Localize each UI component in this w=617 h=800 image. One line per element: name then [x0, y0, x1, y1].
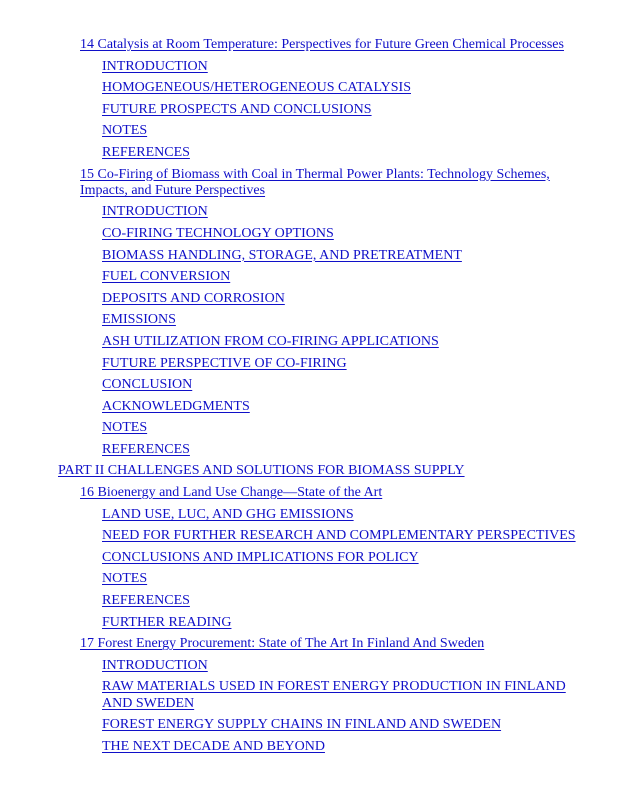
toc-chapter-link[interactable]: 14 Catalysis at Room Temperature: Perspectives for Future Green Chemical Processes: [80, 37, 564, 52]
toc-part-link[interactable]: PART II CHALLENGES AND SOLUTIONS FOR BIOMASS SUPPLY: [58, 463, 465, 479]
toc-section-link[interactable]: REFERENCES: [102, 441, 190, 457]
toc-section-entry: [0, 80, 617, 96]
toc-section-link[interactable]: REFERENCES: [102, 593, 190, 609]
toc-section-link[interactable]: NOTES: [102, 123, 148, 139]
toc-section-entry: [0, 123, 617, 139]
toc-section-entry: [0, 507, 617, 523]
toc-chapter-entry: [0, 485, 617, 501]
toc-chapter-entry: [0, 37, 617, 53]
toc-section-link[interactable]: NOTES: [102, 420, 148, 436]
toc-section-entry: [0, 356, 617, 372]
toc-section-entry: [0, 59, 617, 75]
toc-section-entry: [0, 334, 617, 350]
toc-section-entry: [0, 442, 617, 458]
toc-section-entry: [0, 658, 617, 674]
toc-section-entry: [0, 739, 617, 755]
toc-section-link[interactable]: NEED FOR FURTHER RESEARCH AND COMPLEMENTARY PERSPECTIVES: [102, 528, 576, 544]
toc-section-entry: [0, 145, 617, 161]
toc-section-entry: [0, 377, 617, 393]
toc-section-link[interactable]: LAND USE, LUC, AND GHG EMISSIONS: [102, 506, 354, 522]
toc-section-entry: [0, 550, 617, 566]
toc-section-link[interactable]: CONCLUSIONS AND IMPLICATIONS FOR POLICY: [102, 549, 419, 565]
toc-section-entry: [0, 226, 617, 242]
toc-section-entry: [0, 102, 617, 118]
toc-section-link[interactable]: INTRODUCTION: [102, 58, 208, 74]
toc-section-link[interactable]: HOMOGENEOUS/HETEROGENEOUS CATALYSIS: [102, 80, 411, 96]
toc-chapter-entry: [0, 636, 617, 652]
toc-section-entry: [0, 269, 617, 285]
toc-section-link[interactable]: RAW MATERIALS USED IN FOREST ENERGY PRODUCTION IN FINLAND AND SWEDEN: [102, 679, 566, 711]
toc-section-link[interactable]: INTRODUCTION: [102, 657, 208, 673]
toc-chapter-link[interactable]: 15 Co-Firing of Biomass with Coal in Thermal Power Plants: Technology Schemes, Impacts, and Future Perspectives: [80, 166, 550, 198]
toc-section-entry: [0, 571, 617, 587]
toc-section-link[interactable]: REFERENCES: [102, 144, 190, 160]
toc-section-entry: [0, 204, 617, 220]
toc-chapter-link[interactable]: 17 Forest Energy Procurement: State of The Art In Finland And Sweden: [80, 636, 485, 652]
toc-section-link[interactable]: FUTURE PERSPECTIVE OF CO-FIRING: [102, 355, 347, 371]
toc-section-entry: [0, 593, 617, 609]
toc-section-link[interactable]: THE NEXT DECADE AND BEYOND: [102, 738, 325, 754]
toc-section-link[interactable]: ASH UTILIZATION FROM CO-FIRING APPLICATIONS: [102, 333, 439, 349]
toc-section-entry: [0, 399, 617, 415]
toc-section-entry: [0, 312, 617, 328]
toc-section-link[interactable]: ACKNOWLEDGMENTS: [102, 398, 250, 414]
toc-section-link[interactable]: FUTURE PROSPECTS AND CONCLUSIONS: [102, 101, 372, 117]
toc-section-entry: [0, 291, 617, 307]
toc-section-link[interactable]: NOTES: [102, 571, 148, 587]
toc-section-entry: [0, 420, 617, 436]
toc-part-entry: [0, 463, 617, 479]
toc-section-entry: [0, 528, 617, 544]
toc-section-link[interactable]: CO-FIRING TECHNOLOGY OPTIONS: [102, 225, 334, 241]
toc-section-link[interactable]: FURTHER READING: [102, 614, 232, 630]
toc-section-link[interactable]: EMISSIONS: [102, 312, 176, 328]
toc-chapter-link[interactable]: 16 Bioenergy and Land Use Change—State of the Art: [80, 485, 383, 501]
toc-section-entry: [0, 717, 617, 733]
toc-section-link[interactable]: INTRODUCTION: [102, 204, 208, 220]
toc-section-link[interactable]: FUEL CONVERSION: [102, 269, 231, 285]
toc-section-link[interactable]: CONCLUSION: [102, 377, 193, 393]
toc-section-link[interactable]: FOREST ENERGY SUPPLY CHAINS IN FINLAND AND SWEDEN: [102, 717, 502, 733]
toc-section-entry: [0, 615, 617, 631]
toc-section-link[interactable]: DEPOSITS AND CORROSION: [102, 290, 285, 306]
toc-section-link[interactable]: BIOMASS HANDLING, STORAGE, AND PRETREATMENT: [102, 247, 462, 263]
toc-section-entry: [0, 679, 617, 711]
toc-chapter-entry: [0, 167, 617, 199]
toc-section-entry: [0, 248, 617, 264]
